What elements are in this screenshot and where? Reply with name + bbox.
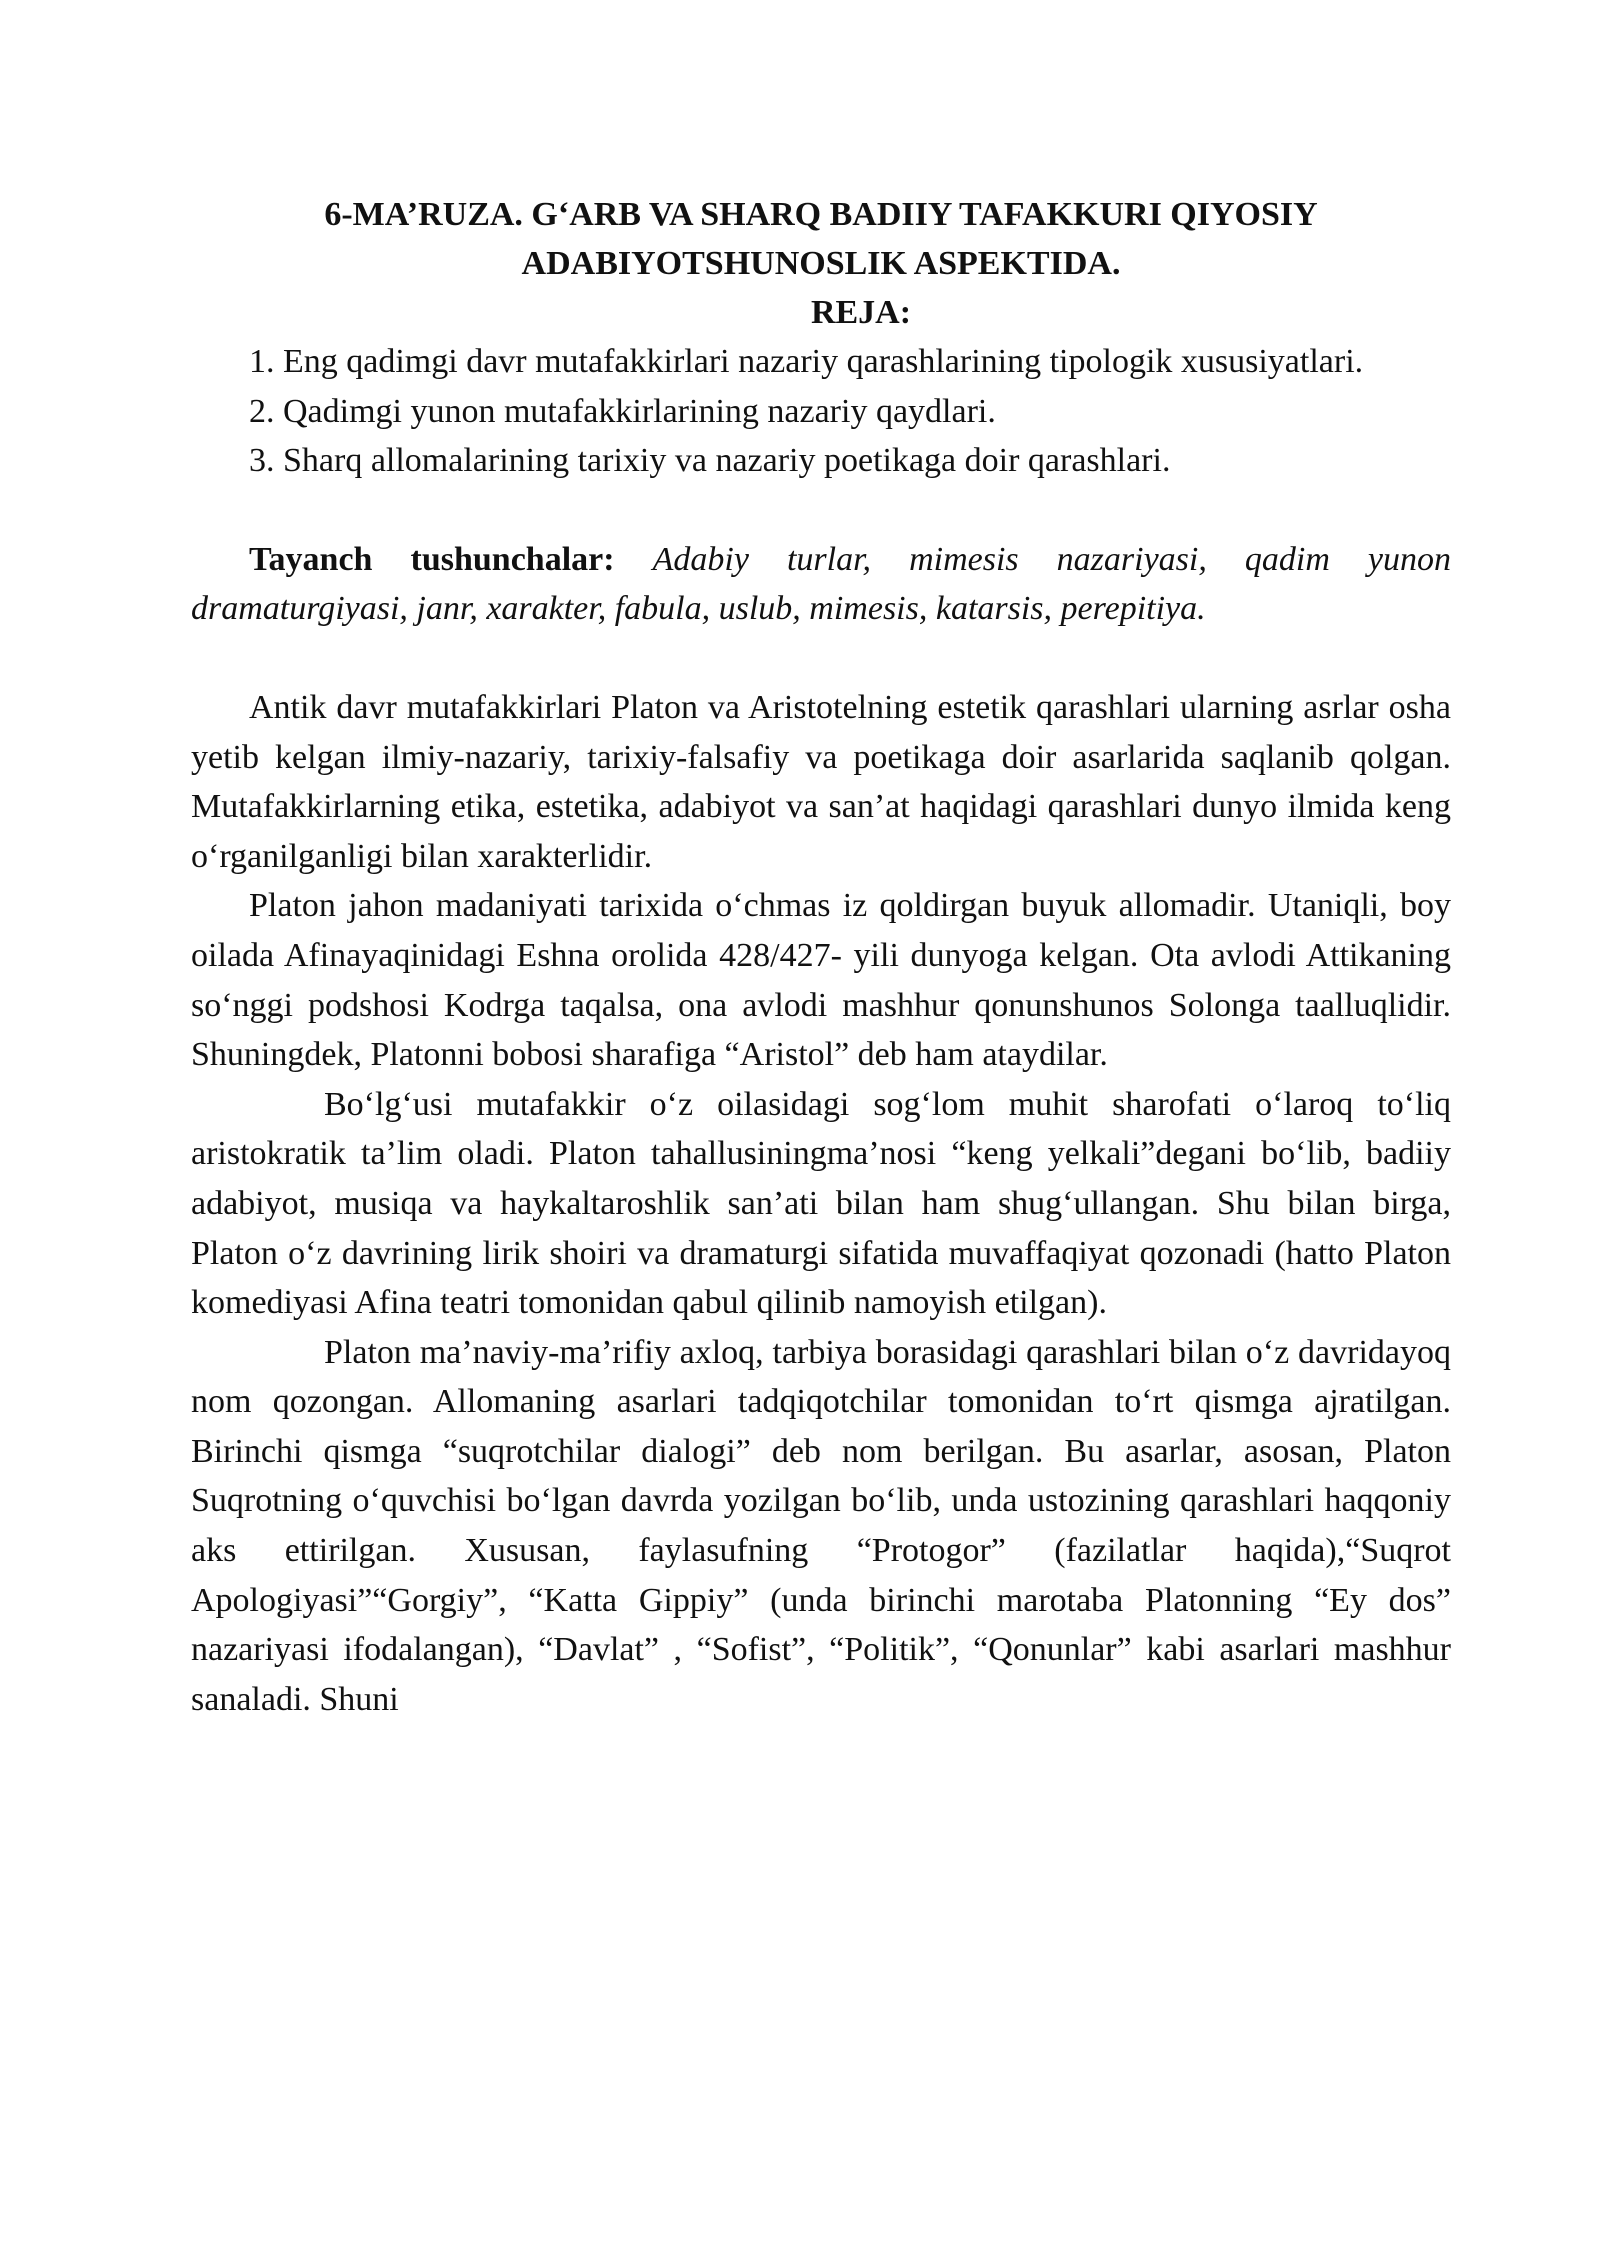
body-paragraph-3: Bo‘lg‘usi mutafakkir o‘z oilasidagi sog‘lom muhit sharofati o‘laroq to‘liq aristokratik ta’lim oladi. Platon tahallusiningma’nosi “keng yelkali”degani bo‘lib, badiiy adabiyot, musiqa va haykaltaroshlik san’ati bilan ham shug‘ullangan. Shu bilan birga, Platon o‘z davrining lirik shoiri va dramaturgi sifatida muvaffaqiyat qozonadi (hatto Platon komediyasi Afina teatri tomonidan qabul qilinib namoyish etilgan). [191, 1085, 1451, 1322]
document-page [191, 190, 1451, 1724]
blank-line [191, 634, 1451, 683]
plan-item-2: 2. Qadimgi yunon mutafakkirlarining nazariy qaydlari. [249, 392, 996, 430]
keywords-text: Adabiy turlar, mimesis nazariyasi, qadim yunon dramaturgiyasi, janr, xarakter, fabula, uslub, mimesis, katarsis, perepitiya. [191, 540, 1452, 628]
lecture-title-line-2: ADABIYOTSHUNOSLIK ASPEKTIDA. [521, 245, 1121, 282]
blank-line [191, 486, 1451, 535]
keywords-label: Tayanch tushunchalar: [249, 540, 615, 578]
plan-item-3: 3. Sharq allomalarining tarixiy va nazariy poetikaga doir qarashlari. [249, 442, 1171, 480]
lecture-title-line-1: 6-MA’RUZA. G‘ARB VA SHARQ BADIIY TAFAKKURI QIYOSIY [324, 196, 1318, 233]
keywords-paragraph [191, 535, 1451, 634]
body-paragraph-1: Antik davr mutafakkirlari Platon va Aristotelning estetik qarashlari ularning asrlar osha yetib kelgan ilmiy-nazariy, tarixiy-falsafiy va poetikaga doir asarlarida saqlanib qolgan. Mutafakkirlarning etika, estetika, adabiyot va san’at haqidagi qarashlari dunyo ilmida keng o‘rganilganligi bilan xarakterlidir. [191, 688, 1451, 875]
body-paragraph-2: Platon jahon madaniyati tarixida o‘chmas iz qoldirgan buyuk allomadir. Utaniqli, boy oilada Afinayaqinidagi Eshna orolida 428/427- yili dunyoga kelgan. Ota avlodi Attikaning so‘nggi podshosi Kodrga taqalsa, ona avlodi mashhur qonunshunos Solonga taalluqlidir. Shuningdek, Platonni bobosi sharafiga “Aristol” deb ham ataydilar. [191, 887, 1451, 1074]
plan-item-1: 1. Eng qadimgi davr mutafakkirlari nazariy qarashlarining tipologik xususiyatlari. [249, 343, 1364, 380]
plan-heading: REJA: [810, 294, 912, 331]
body-paragraph-4: Platon ma’naviy-ma’rifiy axloq, tarbiya borasidagi qarashlari bilan o‘z davridayoq nom qozongan. Allomaning asarlari tadqiqotchilar tomonidan to‘rt qismga ajratilgan. Birinchi qismga “suqrotchilar dialogi” deb nom berilgan. Bu asarlar, asosan, Platon Suqrotning o‘quvchisi bo‘lgan davrda yozilgan bo‘lib, unda ustozining qarashlari haqqoniy aks ettirilgan. Xususan, faylasufning “Protogor” (fazilatlar haqida),“Suqrot Apologiyasi”“Gorgiy”, “Katta Gippiy” (unda birinchi marotaba Platonning “Ey dos” nazariyasi ifodalangan), “Davlat” , “Sofist”, “Politik”, “Qonunlar” kabi asarlari mashhur sanaladi. Shuni [191, 1333, 1451, 1718]
